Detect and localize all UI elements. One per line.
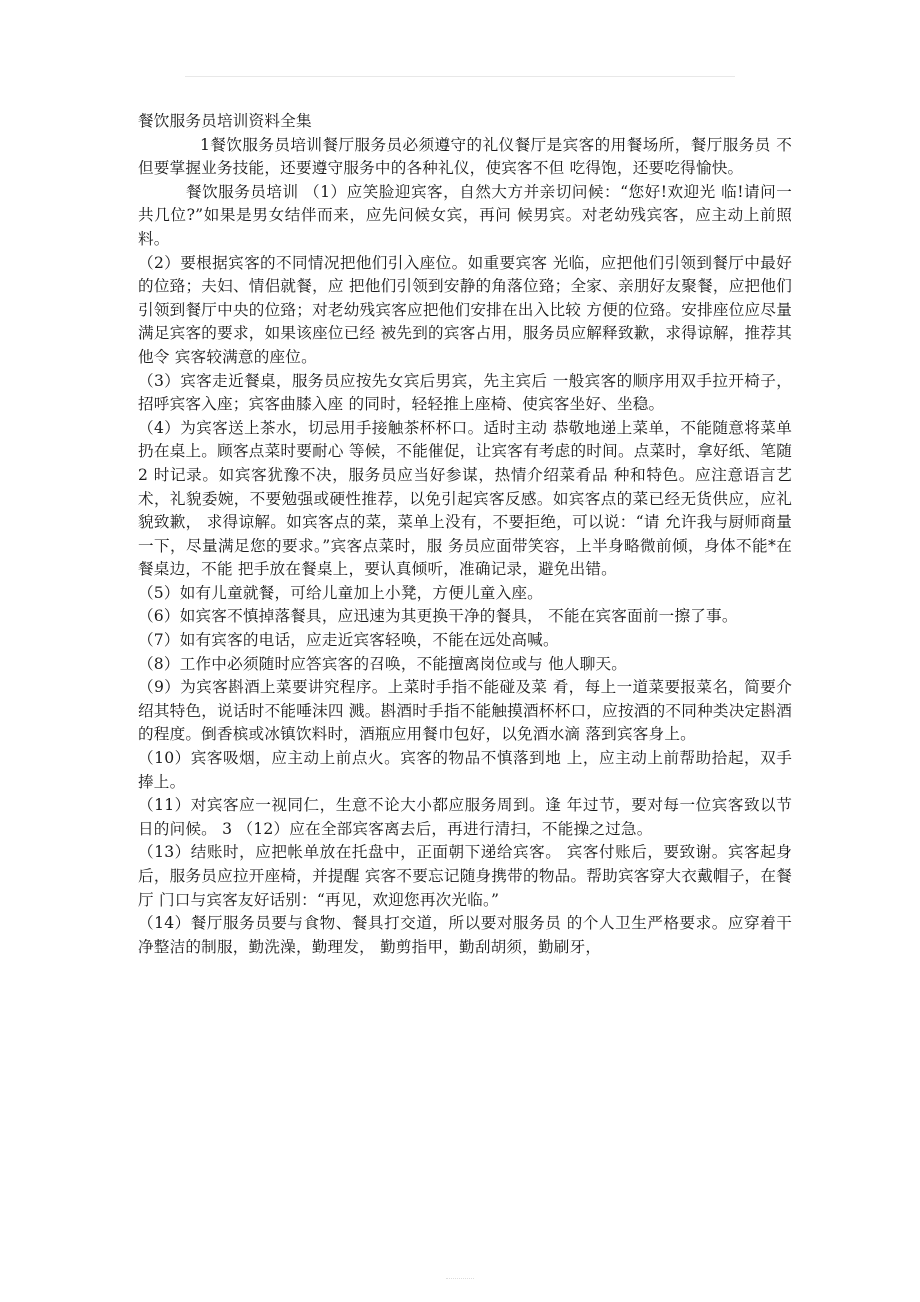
- paragraph-item-11-12: （11）对宾客应一视同仁，生意不论大小都应服务周到。逢 年过节，要对每一位宾客致以节日的问候。 3 （12）应在全部宾客离去后，再进行清扫，不能操之过急。: [138, 796, 792, 838]
- document-title: 餐饮服务员培训资料全集: [138, 112, 312, 130]
- footer-mark: [446, 1278, 474, 1279]
- paragraph-item-10: （10）宾客吸烟，应主动上前点火。宾客的物品不慎落到地 上，应主动上前帮助拾起，双手捧上。: [138, 749, 792, 791]
- paragraph-item-5: （5）如有儿童就餐，可给儿童加上小凳，方便儿童入座。: [138, 583, 543, 602]
- paragraph-item-8: （8）工作中必须随时应答宾客的召唤，不能擅离岗位或与 他人聊天。: [138, 654, 628, 673]
- paragraph-item-9: （9）为宾客斟酒上菜要讲究程序。上菜时手指不能碰及菜 肴，每上一道菜要报菜名，简要介绍其特色，说话时不能唾沫四 溅。斟酒时手指不能触摸酒杯杯口，应按酒的不同种类决定斟酒 的程度。倒香槟或冰镇饮料时，酒瓶应用餐巾包好，以免酒水滴 落到宾客身上。: [138, 678, 792, 744]
- paragraph-item-4: （4）为宾客送上茶水，切忌用手接触茶杯杯口。适时主动 恭敬地递上菜单，不能随意将菜单扔在桌上。顾客点菜时要耐心 等候，不能催促，让宾客有考虑的时间。点菜时，拿好纸、笔随 2 时记录。如宾客犹豫不决，服务员应当好参谋，热情介绍菜肴品 种和特色。应注意语言艺术，礼貌委婉，不要勉强或硬性推荐，以免引起宾客反感。如宾客点的菜已经无货供应，应礼貌致歉， 求得谅解。如宾客点的菜，菜单上没有，不要拒绝，可以说：“请 允许我与厨师商量一下，尽量满足您的要求。”宾客点菜时，服 务员应面带笑容，上半身略微前倾，身体不能*在餐桌边，不能 把手放在餐桌上，要认真倾听，准确记录，避免出错。: [138, 418, 792, 579]
- paragraph-item-14: （14）餐厅服务员要与食物、餐具打交道，所以要对服务员 的个人卫生严格要求。应穿着干净整洁的制服，勤洗澡，勤理发， 勤剪指甲，勤刮胡须，勤刷牙，: [138, 914, 792, 956]
- paragraph-item-6: （6）如宾客不慎掉落餐具，应迅速为其更换干净的餐具， 不能在宾客面前一擦了事。: [138, 607, 738, 626]
- header-rule: [185, 76, 735, 77]
- paragraph-item-13: （13）结账时，应把帐单放在托盘中，正面朝下递给宾客。 宾客付账后，要致谢。宾客起身后，服务员应拉开座椅，并提醒 宾客不要忘记随身携带的物品。帮助宾客穿大衣戴帽子，在餐厅 门口与宾客友好话别：“再见，欢迎您再次光临。”: [138, 843, 792, 909]
- paragraph-intro: 1餐饮服务员培训餐厅服务员必须遵守的礼仪餐厅是宾客的用餐场所，餐厅服务员 不但要掌握业务技能，还要遵守服务中的各种礼仪，使宾客不但 吃得饱，还要吃得愉快。: [138, 135, 792, 178]
- paragraph-item-2: （2）要根据宾客的不同情况把他们引入座位。如重要宾客 光临，应把他们引领到餐厅中最好的位臵；夫妇、情侣就餐，应 把他们引领到安静的角落位臵；全家、亲朋好友聚餐，应把他们 引领到餐厅中央的位臵；对老幼残宾客应把他们安排在出入比较 方便的位臵。安排座位应尽量满足宾客的要求，如果该座位已经 被先到的宾客占用，服务员应解释致歉，求得谅解，推荐其他令 宾客较满意的座位。: [138, 253, 792, 366]
- document-page: [138, 110, 792, 959]
- paragraph-item-3: （3）宾客走近餐桌，服务员应按先女宾后男宾，先主宾后 一般宾客的顺序用双手拉开椅子，招呼宾客入座；宾客曲膝入座 的同时，轻轻推上座椅、使宾客坐好、坐稳。: [138, 371, 792, 414]
- paragraph-item-1: 餐饮服务员培训 （1）应笑脸迎宾客，自然大方并亲切问候：“您好!欢迎光 临!请问一共几位?”如果是男女结伴而来，应先问候女宾，再问 候男宾。对老幼残宾客，应主动上前照料。: [138, 182, 792, 248]
- paragraph-item-7: （7）如有宾客的电话，应走近宾客轻唤，不能在远处高喊。: [138, 631, 559, 650]
